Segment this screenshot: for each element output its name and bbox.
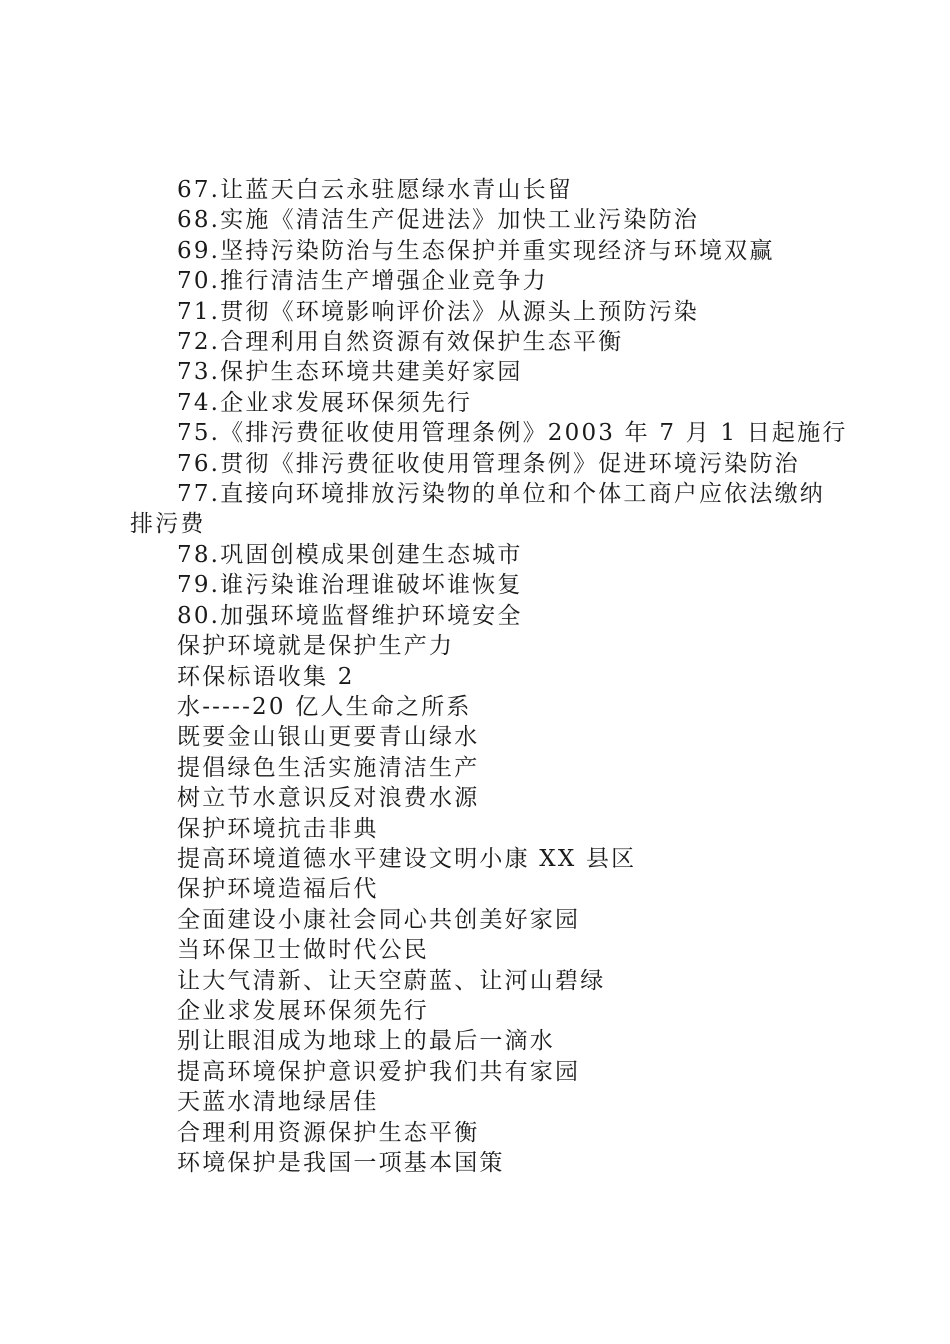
slogan-line: 提高环境保护意识爱护我们共有家园 [177, 1058, 581, 1085]
slogan-line: 保护环境抗击非典 [177, 815, 379, 842]
slogan-line: 树立节水意识反对浪费水源 [177, 785, 480, 812]
slogan-line: 71.贯彻《环境影响评价法》从源头上预防污染 [177, 298, 699, 325]
slogan-line-wrapped: 77.直接向环境排放污染物的单位和个体工商户应依法缴纳排污费 [130, 481, 825, 538]
slogan-line: 67.让蓝天白云永驻愿绿水青山长留 [177, 177, 573, 203]
slogan-line: 让大气清新、让天空蔚蓝、让河山碧绿 [177, 967, 606, 994]
slogan-line: 80.加强环境监督维护环境安全 [177, 602, 523, 629]
slogan-line: 全面建设小康社会同心共创美好家园 [177, 906, 581, 933]
slogan-line: 74.企业求发展环保须先行 [177, 389, 473, 416]
slogan-line: 75.《排污费征收使用管理条例》2003 年 7 月 1 日起施行 [177, 420, 848, 447]
section-heading: 环保标语收集 2 [177, 663, 355, 690]
slogan-line: 企业求发展环保须先行 [177, 997, 429, 1024]
slogan-line: 73.保护生态环境共建美好家园 [177, 359, 523, 386]
slogan-line: 70.推行清洁生产增强企业竞争力 [177, 268, 548, 295]
slogan-line: 保护环境就是保护生产力 [177, 633, 455, 660]
slogan-line: 72.合理利用自然资源有效保护生态平衡 [177, 329, 624, 356]
slogan-line: 69.坚持污染防治与生态保护并重实现经济与环境双赢 [177, 237, 775, 264]
slogan-line: 水-----20 亿人生命之所系 [177, 693, 472, 720]
slogan-line: 68.实施《清洁生产促进法》加快工业污染防治 [177, 207, 699, 234]
slogan-line: 既要金山银山更要青山绿水 [177, 724, 480, 751]
slogan-line: 78.巩固创模成果创建生态城市 [177, 541, 523, 568]
slogan-line: 合理利用资源保护生态平衡 [177, 1119, 480, 1146]
slogan-line: 76.贯彻《排污费征收使用管理条例》促进环境污染防治 [177, 450, 800, 477]
slogan-line: 提倡绿色生活实施清洁生产 [177, 754, 480, 781]
document-body [130, 175, 848, 1178]
slogan-line: 提高环境道德水平建设文明小康 XX 县区 [177, 845, 637, 872]
slogan-line: 保护环境造福后代 [177, 876, 379, 903]
slogan-line: 环境保护是我国一项基本国策 [177, 1150, 505, 1176]
slogan-line: 天蓝水清地绿居佳 [177, 1089, 379, 1116]
slogan-line: 别让眼泪成为地球上的最后一滴水 [177, 1028, 555, 1055]
slogan-line: 当环保卫士做时代公民 [177, 937, 429, 964]
slogan-line: 79.谁污染谁治理谁破坏谁恢复 [177, 572, 523, 599]
